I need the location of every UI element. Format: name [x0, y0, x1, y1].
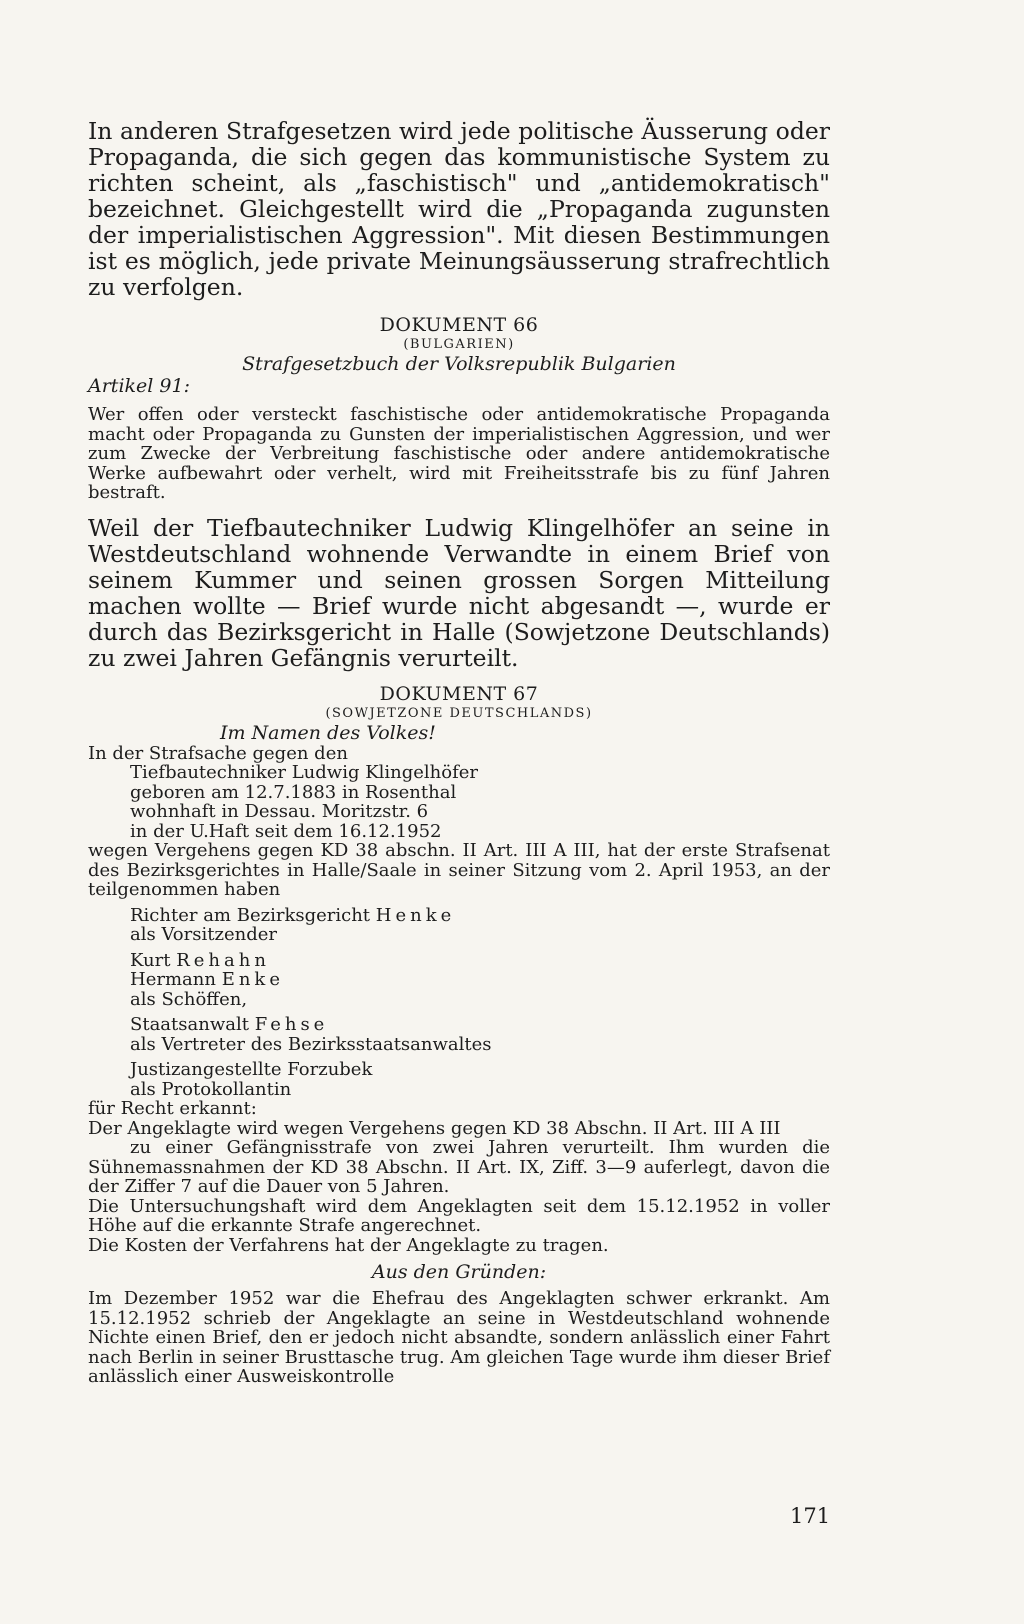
- document-67-country: (SOWJETZONE DEUTSCHLANDS): [325, 705, 593, 721]
- ruling-costs: Die Kosten der Verfahrens hat der Angeklagte zu tragen.: [88, 1234, 609, 1256]
- assessor-1-first: Kurt: [130, 949, 171, 971]
- case-intro: In der Strafsache gegen den: [88, 742, 348, 764]
- ruling-charge: Der Angeklagte wird wegen Vergehens gegen KD 38 Abschn. II Art. III A III: [88, 1117, 781, 1139]
- court-members: [88, 900, 830, 1100]
- defendant-custody: in der U.Haft seit dem 16.12.1952: [130, 820, 442, 842]
- middle-paragraph: Weil der Tiefbautechniker Ludwig Klingelhöfer an seine in Westdeutschland wohnende Verwandte in einem Brief von seinem Kummer und seinen grossen Sorgen Mitteilung machen wollte — Brief wurde nicht abgesandt —, wurde er durch das Bezirksgericht in Halle (Sowjetzone Deutschlands) zu zwei Jahren Gefängnis verurteilt.: [88, 513, 830, 672]
- document-66-text: Wer offen oder versteckt faschistische oder antidemokratische Propaganda macht oder Propaganda zu Gunsten der imperialistischen Aggression, und wer zum Zwecke der Verbreitung faschistische oder andere antidemokratische Werke aufbewahrt oder verhelt, wird mit Freiheitsstrafe bis zu fünf Jahren bestraft.: [88, 404, 830, 503]
- defendant-birth: geboren am 12.7.1883 in Rosenthal: [130, 781, 457, 803]
- assessors-function: als Schöffen,: [130, 988, 248, 1010]
- document-66-country: (BULGARIEN): [403, 337, 515, 352]
- document-66-title: DOKUMENT 66: [379, 314, 539, 336]
- ruling-label: für Recht erkannt:: [88, 1098, 257, 1119]
- prosecutor-name: Fehse: [254, 1014, 329, 1035]
- judge-name: Henke: [375, 904, 456, 926]
- assessor-2-last: Enke: [221, 969, 284, 990]
- ruling-sentence: zu einer Gefängnisstrafe von zwei Jahren verurteilt. Ihm wurden die Sühnemassnahmen der KD 38 Abschn. II Art. IX, Ziff. 3—9 auferlegt, davon die der Ziffer 7 auf die Dauer von 5 Jahren.: [88, 1137, 830, 1197]
- page-number: 171: [790, 1504, 831, 1528]
- assessor-1-last: Rehahn: [176, 949, 270, 971]
- page-body: [88, 118, 830, 1387]
- court-session-paragraph: wegen Vergehens gegen KD 38 abschn. II Art. III A III, hat der erste Strafsenat des Bezirksgerichtes in Halle/Saale in seiner Sitzung vom 2. April 1953, an der teilgenommen haben: [88, 840, 830, 900]
- reasons-heading: Aus den Gründen:: [371, 1261, 547, 1283]
- judge-function: als Vorsitzender: [130, 924, 277, 945]
- ruling-custody: Die Untersuchungshaft wird dem Angeklagten seit dem 15.12.1952 in voller Höhe auf die erkannte Strafe angerechnet.: [88, 1195, 830, 1236]
- prosecutor-role: Staatsanwalt: [130, 1014, 249, 1035]
- defendant-details: [88, 763, 830, 841]
- assessor-2-first: Hermann: [130, 969, 216, 990]
- clerk-function: als Protokollantin: [130, 1078, 292, 1100]
- prosecutor-function: als Vertreter des Bezirksstaatsanwaltes: [130, 1033, 492, 1055]
- intro-paragraph: In anderen Strafgesetzen wird jede politische Äusserung oder Propaganda, die sich gegen das kommunistische System zu richten scheint, als „faschistisch" und „antidemokratisch" bezeichnet. Gleichgestellt wird die „Propaganda zugunsten der imperialistischen Aggression". Mit diesen Bestimmungen ist es möglich, jede private Meinungsäusserung strafrechtlich zu verfolgen.: [88, 117, 830, 301]
- judge-role: Richter am Bezirksgericht: [130, 904, 371, 926]
- defendant-address: wohnhaft in Dessau. Moritzstr. 6: [130, 801, 429, 822]
- clerk-name: Justizangestellte Forzubek: [130, 1059, 373, 1080]
- defendant-name: Tiefbautechniker Ludwig Klingelhöfer: [130, 762, 479, 783]
- reasons-paragraph: Im Dezember 1952 war die Ehefrau des Angeklagten schwer erkrankt. Am 15.12.1952 schrieb der Angeklagte an seine in Westdeutschland wohnende Nichte einen Brief, den er jedoch nicht absandte, sondern anlässlich einer Fahrt nach Berlin in seiner Brusttasche trug. Am gleichen Tage wurde ihm dieser Brief anlässlich einer Ausweiskontrolle: [88, 1288, 830, 1387]
- document-66-article: Artikel 91:: [88, 375, 190, 397]
- verdict-heading: Im Namen des Volkes!: [220, 721, 436, 744]
- document-66-source: Strafgesetzbuch der Volksrepublik Bulgarien: [242, 353, 676, 375]
- document-67-title: DOKUMENT 67: [379, 682, 539, 705]
